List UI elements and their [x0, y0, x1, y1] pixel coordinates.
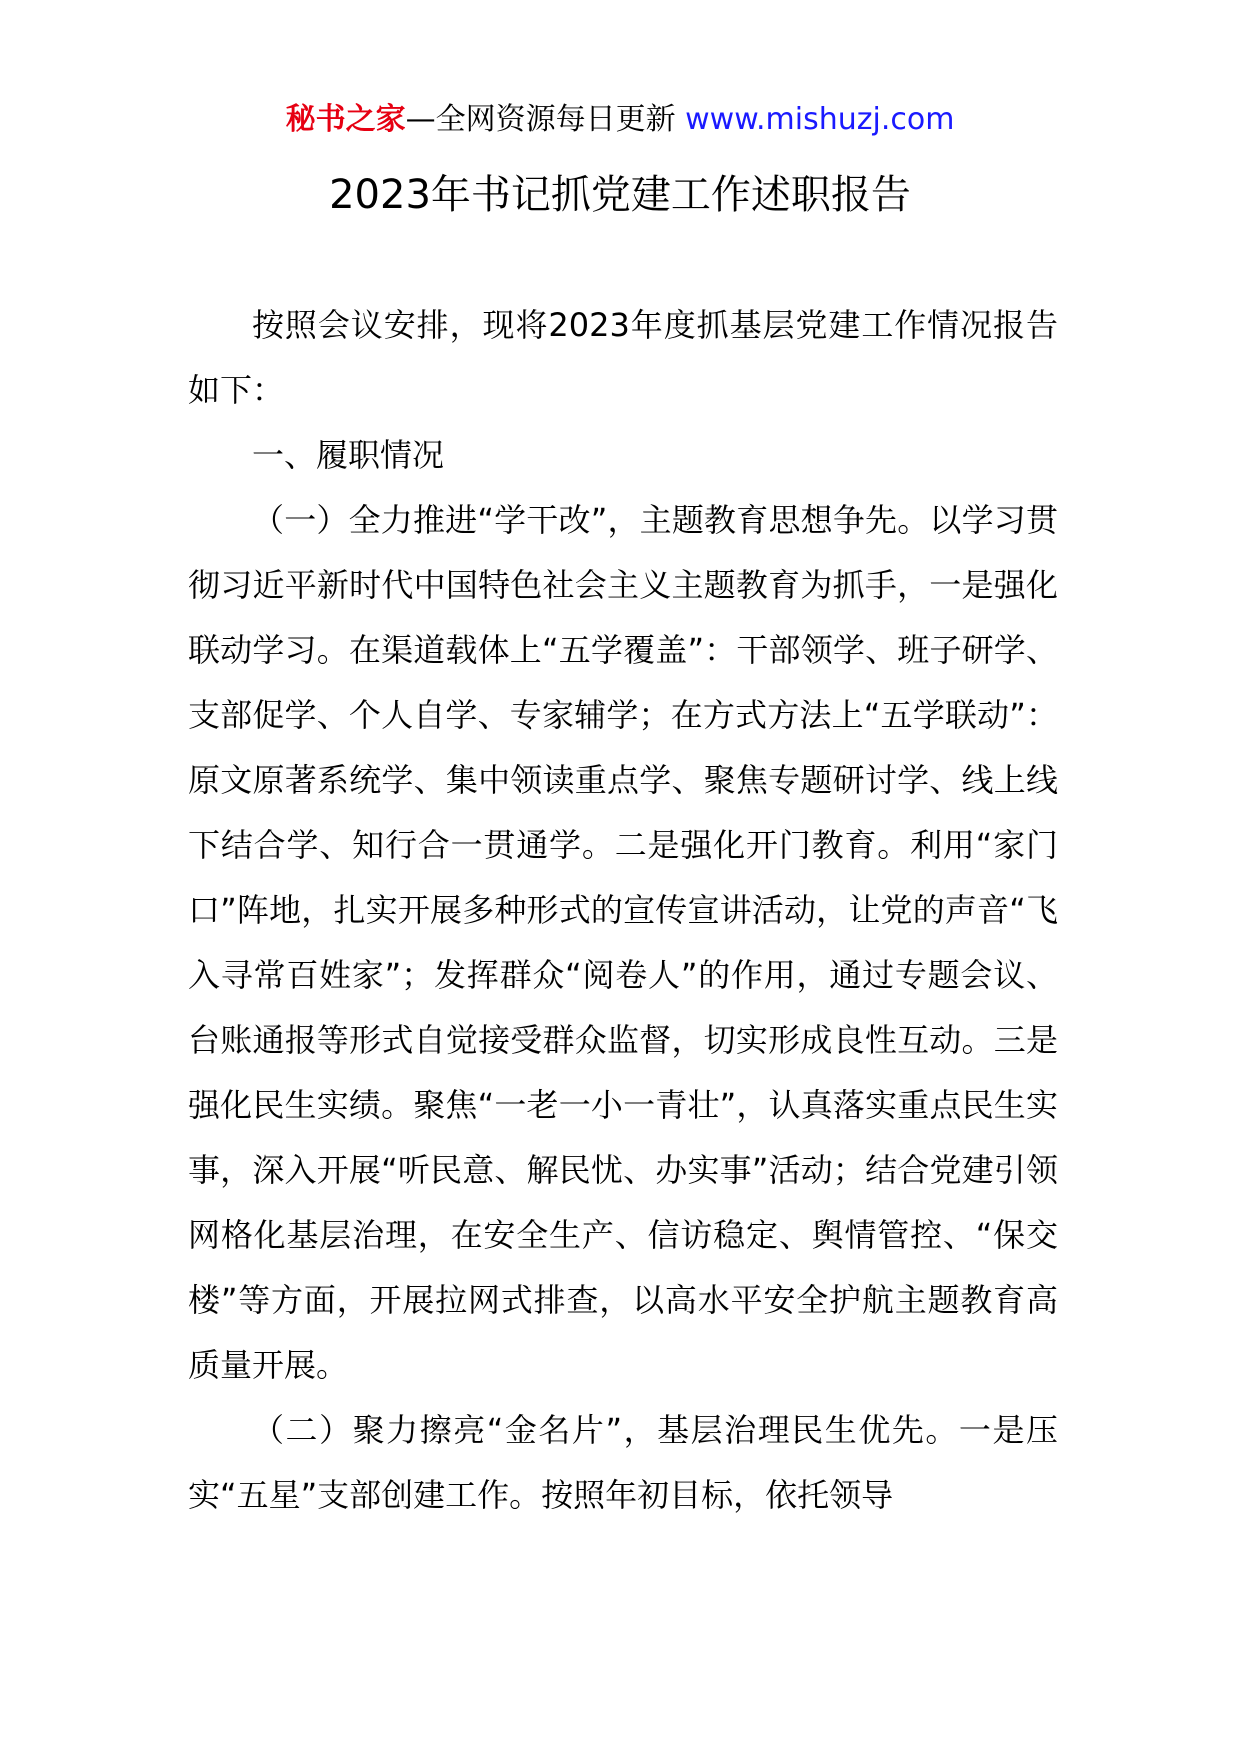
document-body: [188, 293, 1058, 1528]
body-paragraph: （二）聚力擦亮“金名片”，基层治理民生优先。一是压实“五星”支部创建工作。按照年初目标，依托领导: [188, 1411, 1058, 1514]
site-url-link[interactable]: www.mishuzj.com: [685, 102, 955, 137]
body-paragraph: （一）全力推进“学干改”，主题教育思想争先。以学习贯彻习近平新时代中国特色社会主义主题教育为抓手，一是强化联动学习。在渠道载体上“五学覆盖”：干部领学、班子研学、支部促学、个人自学、专家辅学；在方式方法上“五学联动”：原文原著系统学、集中领读重点学、聚焦专题研讨学、线上线下结合学、知行合一贯通学。二是强化开门教育。利用“家门口”阵地，扎实开展多种形式的宣传宣讲活动，让党的声音“飞入寻常百姓家”；发挥群众“阅卷人”的作用，通过专题会议、台账通报等形式自觉接受群众监督，切实形成良性互动。三是强化民生实绩。聚焦“一老一小一青壮”，认真落实重点民生实事，深入开展“听民意、解民忧、办实事”活动；结合党建引领网格化基层治理，在安全生产、信访稳定、舆情管控、“保交楼”等方面，开展拉网式排查，以高水平安全护航主题教育高质量开展。: [188, 501, 1058, 1384]
brand-name: 秘书之家: [285, 102, 406, 137]
site-header: [0, 100, 1240, 140]
intro-paragraph: 按照会议安排，现将2023年度抓基层党建工作情况报告如下：: [188, 306, 1058, 409]
header-tagline: —全网资源每日更新: [405, 102, 676, 137]
section-heading: 一、履职情况: [252, 436, 445, 474]
document-title: 2023年书记抓党建工作述职报告: [329, 172, 911, 218]
